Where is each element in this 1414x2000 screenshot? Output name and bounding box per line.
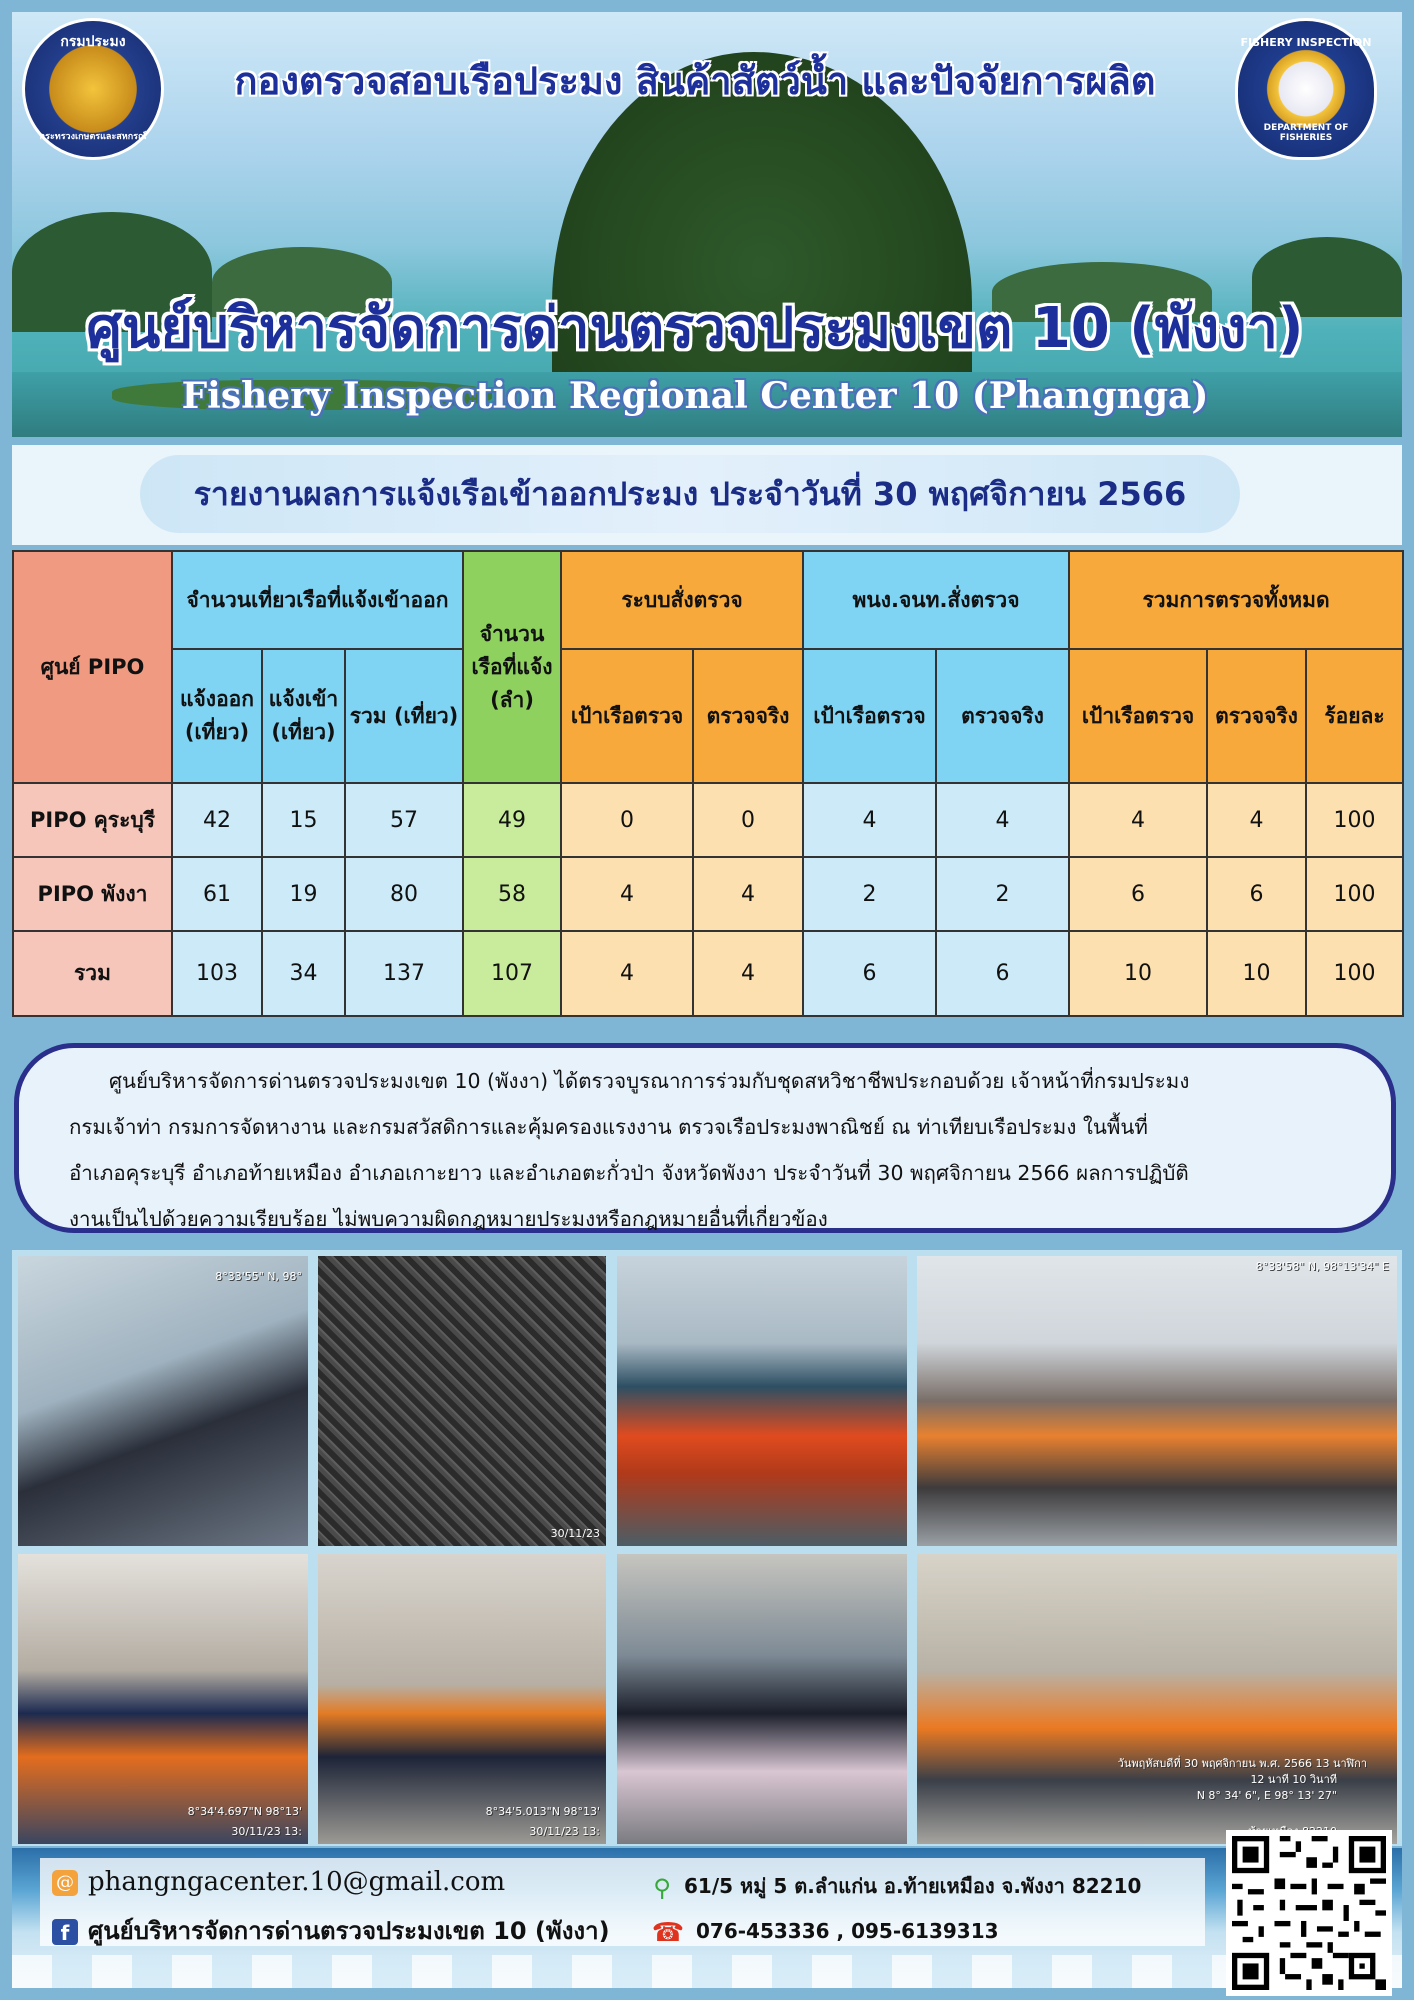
header-system-target: เป้าเรือตรวจ — [561, 649, 693, 783]
cell-command-target: 2 — [803, 857, 936, 931]
cell-command-target: 4 — [803, 783, 936, 857]
photo-fishing-net — [318, 1256, 606, 1546]
email-icon: @ — [52, 1870, 78, 1896]
row-center-name: PIPO คุระบุรี — [13, 783, 172, 857]
header-all-percent: ร้อยละ — [1306, 649, 1403, 783]
photo-date-stamp: 30/11/23 — [550, 1527, 600, 1540]
photo-gps-stamp: 8°33'55" N, 98° — [215, 1270, 302, 1283]
cell-system-target: 4 — [561, 857, 693, 931]
center-title-th: ศูนย์บริหารจัดการด่านตรวจประมงเขต 10 (พังงา) — [86, 296, 1304, 361]
cell-system-actual: 0 — [693, 783, 803, 857]
qr-code[interactable] — [1226, 1830, 1392, 1996]
contact-facebook[interactable] — [52, 1911, 610, 1951]
cell-vessels: 49 — [463, 783, 561, 857]
cell-all-percent: 100 — [1306, 857, 1403, 931]
cell-system-actual: 4 — [693, 931, 803, 1016]
header-system-actual: ตรวจจริง — [693, 649, 803, 783]
cell-all-target: 6 — [1069, 857, 1207, 931]
photo-date-stamp: 30/11/23 13: — [231, 1825, 302, 1838]
contact-email[interactable] — [52, 1862, 505, 1902]
cell-all-actual: 4 — [1207, 783, 1306, 857]
cell-vessels: 58 — [463, 857, 561, 931]
header-command-actual: ตรวจจริง — [936, 649, 1069, 783]
row-center-name: รวม — [13, 931, 172, 1016]
photo-time-stamp: 12 นาที 10 วินาที — [1250, 1773, 1337, 1786]
photo-officers-documents — [18, 1256, 308, 1546]
cell-all-percent: 100 — [1306, 931, 1403, 1016]
cell-all-percent: 100 — [1306, 783, 1403, 857]
cell-system-target: 4 — [561, 931, 693, 1016]
photo-officers-checking-crew — [18, 1554, 308, 1844]
inspection-report-table — [12, 550, 1404, 1017]
cell-command-actual: 6 — [936, 931, 1069, 1016]
qr-code-image — [1232, 1836, 1386, 1990]
cell-trips-total: 137 — [345, 931, 463, 1016]
photo-gps-stamp: 8°33'58" N, 98°13'34" E — [1255, 1260, 1389, 1273]
photo-officer-interview — [318, 1554, 606, 1844]
contact-address — [650, 1868, 1141, 1904]
cell-all-target: 10 — [1069, 931, 1207, 1016]
cell-all-actual: 10 — [1207, 931, 1306, 1016]
cell-system-actual: 4 — [693, 857, 803, 931]
cell-command-target: 6 — [803, 931, 936, 1016]
phone-icon: ☎ — [651, 1917, 685, 1948]
summary-line: ศูนย์บริหารจัดการด่านตรวจประมงเขต 10 (พังงา) ได้ตรวจบูรณาการร่วมกับชุดสหวิชาชีพประกอบด้วย เจ้าหน้าที่กรมประมง — [109, 1069, 1190, 1093]
cell-command-actual: 2 — [936, 857, 1069, 931]
footer-wave — [12, 1955, 1402, 1988]
photo-gps-stamp: 8°34'4.697"N 98°13' — [187, 1805, 302, 1818]
cell-all-actual: 6 — [1207, 857, 1306, 931]
cell-trips-in: 34 — [262, 931, 345, 1016]
cell-trips-out: 61 — [172, 857, 262, 931]
header-command-target: เป้าเรือตรวจ — [803, 649, 936, 783]
contact-phone[interactable] — [650, 1913, 999, 1949]
facebook-icon: f — [52, 1919, 78, 1945]
report-title: รายงานผลการแจ้งเรือเข้าออกประมง ประจำวันที่ 30 พฤศจิกายน 2566 — [140, 455, 1240, 533]
photo-crew-group — [917, 1554, 1397, 1844]
cell-command-actual: 4 — [936, 783, 1069, 857]
cell-trips-in: 15 — [262, 783, 345, 857]
cell-all-target: 4 — [1069, 783, 1207, 857]
table-row — [13, 857, 1403, 931]
photo-date-stamp: วันพฤหัสบดีที่ 30 พฤศจิกายน พ.ศ. 2566 13 นาฬิกา — [1117, 1757, 1367, 1770]
center-title-en: Fishery Inspection Regional Center 10 (Phangnga) — [181, 375, 1209, 417]
header-system-group: ระบบสั่งตรวจ — [561, 551, 803, 649]
header-center: ศูนย์ PIPO — [13, 551, 172, 783]
summary-line: อำเภอคุระบุรี อำเภอท้ายเหมือง อำเภอเกาะยาว และอำเภอตะกั่วป่า จังหวัดพังงา ประจำวันที่ 30 พฤศจิกายน 2566 ผลการปฏิบัติ — [69, 1161, 1189, 1185]
contact-email-text: phangngacenter.10@gmail.com — [88, 1867, 506, 1897]
contact-phone-text: 076-453336 , 095-6139313 — [696, 1919, 999, 1943]
photo-gps-stamp: 8°34'5.013"N 98°13' — [485, 1805, 600, 1818]
org-name-title: กองตรวจสอบเรือประมง สินค้าสัตว์น้ำ และปัจจัยการผลิต — [234, 59, 1156, 103]
photo-gps-stamp: N 8° 34' 6", E 98° 13' 27" — [1196, 1789, 1337, 1802]
location-pin-icon: ⚲ — [653, 1873, 671, 1902]
cell-vessels: 107 — [463, 931, 561, 1016]
contact-facebook-text: ศูนย์บริหารจัดการด่านตรวจประมงเขต 10 (พังงา) — [88, 1917, 610, 1945]
summary-line: งานเป็นไปด้วยความเรียบร้อย ไม่พบความผิดกฎหมายประมงหรือกฎหมายอื่นที่เกี่ยวข้อง — [69, 1207, 828, 1231]
cell-trips-out: 42 — [172, 783, 262, 857]
table-row — [13, 783, 1403, 857]
cell-trips-total: 57 — [345, 783, 463, 857]
row-center-name: PIPO พังงา — [13, 857, 172, 931]
logo-right-top-text: FISHERY INSPECTION — [1240, 36, 1372, 49]
photo-crew-lifejackets — [917, 1256, 1397, 1546]
header-vessels: จำนวนเรือที่แจ้ง (ลำ) — [463, 551, 561, 783]
header-all-group: รวมการตรวจทั้งหมด — [1069, 551, 1403, 649]
photo-officer-reviewing-papers — [617, 1554, 907, 1844]
cell-trips-out: 103 — [172, 931, 262, 1016]
header-all-actual: ตรวจจริง — [1207, 649, 1306, 783]
header-trips-out: แจ้งออก (เที่ยว) — [172, 649, 262, 783]
cell-trips-total: 80 — [345, 857, 463, 931]
header-trips-in: แจ้งเข้า (เที่ยว) — [262, 649, 345, 783]
header-trips-total: รวม (เที่ยว) — [345, 649, 463, 783]
logo-left-top-text: กรมประมง — [60, 34, 126, 50]
cell-trips-in: 19 — [262, 857, 345, 931]
photo-fishing-boat — [617, 1256, 907, 1546]
summary-box — [14, 1043, 1396, 1233]
header-trips-group: จำนวนเที่ยวเรือที่แจ้งเข้าออก — [172, 551, 463, 649]
header-all-target: เป้าเรือตรวจ — [1069, 649, 1207, 783]
department-of-fisheries-logo — [22, 18, 164, 160]
contact-address-text: 61/5 หมู่ 5 ต.ลำแก่น อ.ท้ายเหมือง จ.พังงา 82210 — [684, 1874, 1142, 1898]
table-total-row — [13, 931, 1403, 1016]
summary-line: กรมเจ้าท่า กรมการจัดหางาน และกรมสวัสดิการและคุ้มครองแรงงาน ตรวจเรือประมงพาณิชย์ ณ ท่าเทียบเรือประมง ในพื้นที่ — [69, 1115, 1148, 1139]
logo-right-bottom-text: DEPARTMENT OF FISHERIES — [1263, 123, 1349, 143]
photo-date-stamp: 30/11/23 13: — [529, 1825, 600, 1838]
logo-left-bottom-text: กระทรวงเกษตรและสหกรณ์ — [39, 132, 147, 142]
cell-system-target: 0 — [561, 783, 693, 857]
header-command-group: พนง.จนท.สั่งตรวจ — [803, 551, 1069, 649]
fishery-inspection-logo — [1235, 18, 1377, 160]
